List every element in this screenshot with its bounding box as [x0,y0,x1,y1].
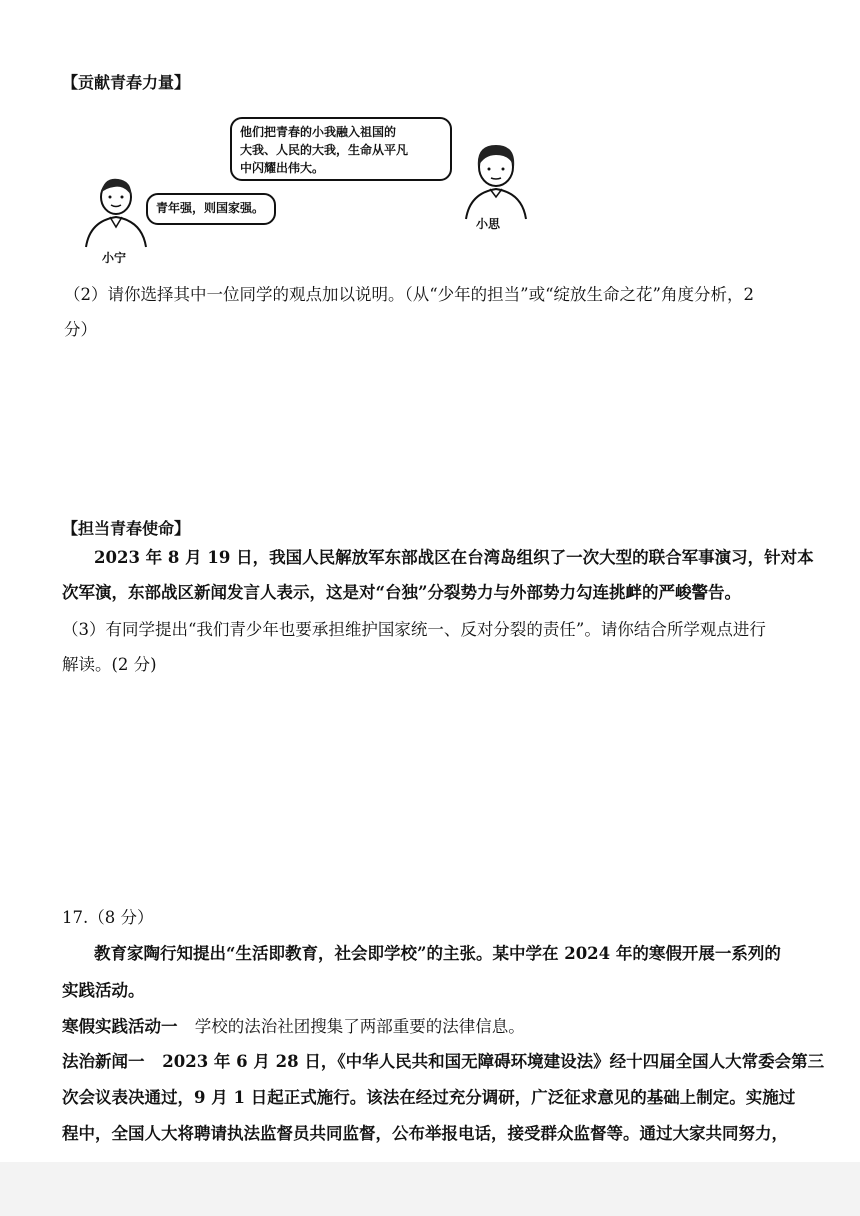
question-2-line1: （2）请你选择其中一位同学的观点加以说明。（从“少年的担当”或“绽放生命之花”角度分析，2 [64,285,754,304]
news-label: 法治新闻一 [62,1052,145,1071]
speech-xiaosi-line1: 他们把青春的小我融入祖国的 [240,125,397,139]
illustration-dialogue [80,115,540,265]
section-heading-contribute-youth: 【贡献青春力量】 [62,73,191,92]
label-xiaosi: 小思 [476,217,501,231]
person-xiaosi-icon [458,141,538,221]
section2-para-line2: 次军演，东部战区新闻发言人表示，这是对“台独”分裂势力与外部势力勾连挑衅的严峻警告。 [62,583,741,602]
activity-label: 寒假实践活动一 [62,1017,178,1036]
q17-intro-line2: 实践活动。 [62,981,145,1000]
speech-bubble-xiaoning [146,193,276,225]
q17-news-line2: 次会议表决通过，9 月 1 日起正式施行。该法在经过充分调研，广泛征求意见的基础上制定。实施过 [62,1088,796,1107]
question-2-line2: 分） [64,320,97,339]
q17-intro-line1: 教育家陶行知提出“生活即教育，社会即学校”的主张。某中学在 2024 年的寒假开展一系列的 [94,944,781,963]
speech-bubble-xiaosi [230,117,452,181]
label-xiaoning: 小宁 [102,251,127,265]
q17-news-line3: 程中，全国人大将聘请执法监督员共同监督，公布举报电话，接受群众监督等。通过大家共同努力， [62,1124,788,1143]
q17-activity-line [62,1017,525,1037]
page-bottom-margin [0,1162,860,1216]
section2-para-line1: 2023 年 8 月 19 日，我国人民解放军东部战区在台湾岛组织了一次大型的联合军事演习，针对本 [94,548,814,567]
section-heading-youth-mission: 【担当青春使命】 [62,519,191,538]
speech-xiaoning: 青年强，则国家强。 [156,201,265,215]
speech-xiaosi-line3: 中闪耀出伟大。 [240,161,325,175]
question-3-line1: （3）有同学提出“我们青少年也要承担维护国家统一、反对分裂的责任”。请你结合所学观点进行 [62,620,766,639]
activity-text: 学校的法治社团搜集了两部重要的法律信息。 [194,1017,525,1036]
question-17-number: 17.（8 分） [62,908,154,927]
q17-news-line1 [62,1052,824,1072]
question-3-line2: 解读。(2 分) [62,655,157,674]
news-line1-text: 2023 年 6 月 28 日，《中华人民共和国无障碍环境建设法》经十四届全国人大常委会第三 [162,1052,825,1071]
speech-xiaosi-line2: 大我、人民的大我，生命从平凡 [240,143,409,157]
